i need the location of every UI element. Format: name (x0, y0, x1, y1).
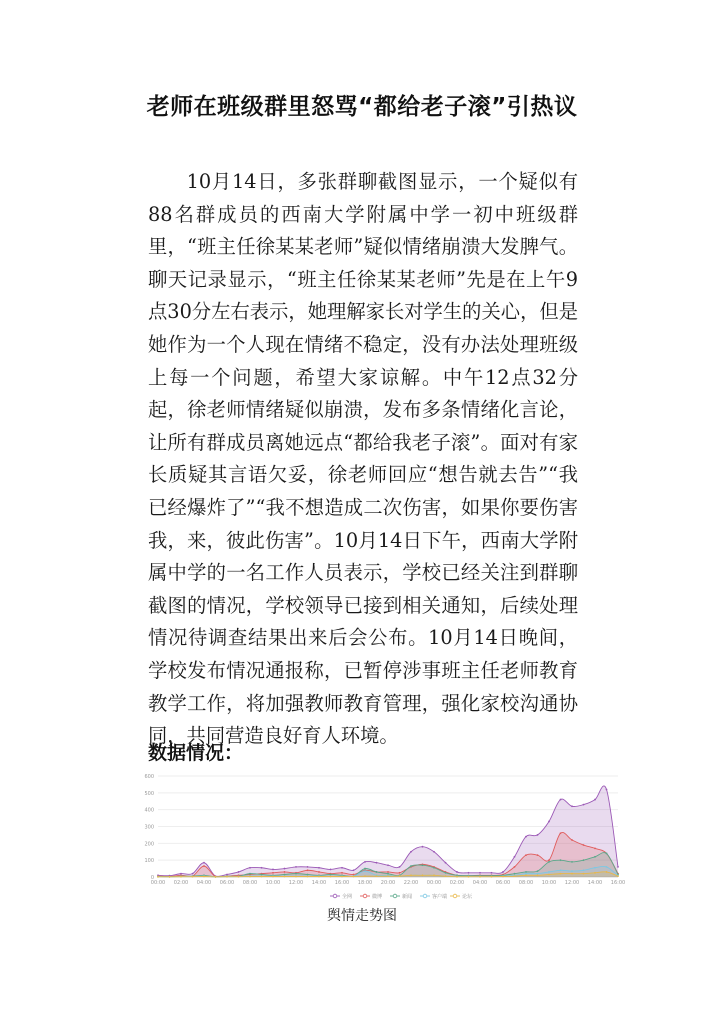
data-point (594, 872, 596, 874)
data-point (502, 871, 504, 873)
data-point (318, 871, 320, 873)
y-tick-label: 200 (144, 841, 154, 848)
y-tick-label: 100 (144, 858, 154, 865)
data-point (284, 868, 286, 870)
data-point (249, 867, 251, 869)
data-point (560, 799, 562, 801)
data-point (261, 867, 263, 869)
data-point (330, 874, 332, 876)
svg-text:微博: 微博 (372, 894, 383, 900)
x-tick-label: 06:00 (219, 880, 235, 886)
legend-item[interactable] (330, 893, 352, 900)
data-point (157, 876, 159, 878)
data-point (387, 864, 389, 866)
data-point (307, 869, 309, 871)
data-point (525, 854, 527, 856)
data-point (606, 853, 608, 855)
data-point (548, 821, 550, 823)
x-tick-label: 02:00 (173, 880, 189, 886)
data-point (203, 865, 205, 867)
data-point (560, 873, 562, 875)
data-point (617, 875, 619, 877)
y-tick-label: 400 (144, 807, 154, 814)
y-tick-label: 500 (144, 790, 154, 797)
data-point (192, 873, 194, 875)
sentiment-trend-chart (140, 768, 630, 908)
data-point (364, 861, 366, 863)
data-point (617, 866, 619, 868)
data-point (433, 851, 435, 853)
data-point (341, 867, 343, 869)
data-point (410, 874, 412, 876)
data-point (376, 871, 378, 873)
legend-item[interactable] (420, 893, 447, 900)
x-tick-label: 00:00 (150, 880, 166, 886)
data-point (514, 875, 516, 877)
data-point (353, 874, 355, 876)
data-point (364, 868, 366, 870)
x-tick-label: 18:00 (357, 880, 373, 886)
data-point (502, 876, 504, 878)
data-point (583, 804, 585, 806)
data-point (537, 874, 539, 876)
data-point (514, 856, 516, 858)
data-point (606, 871, 608, 873)
y-tick-label: 600 (144, 774, 154, 780)
y-tick-label: 0 (150, 875, 154, 881)
data-point (456, 871, 458, 873)
data-point (364, 870, 366, 872)
article-body: 10月14日，多张群聊截图显示，一个疑似有88名群成员的西南大学附属中学一初中班级群里，“班主任徐某某老师”疑似情绪崩溃大发脾气。聊天记录显示，“班主任徐某某老师”先是在上午9点30分左右表示，她理解家长对学生的关心，但是她作为一个人现在情绪不稳定，没有办法处理班级上每一个问题，希望大家谅解。中午12点32分起，徐老师情绪疑似崩溃，发布多条情绪化言论，让所有群成员离她远点“都给我老子滚”。面对有家长质疑其言语欠妥，徐老师回应“想告就去告”“我已经爆炸了”“我不想造成二次伤害，如果你要伤害我，来，彼此伤害”。10月14日下午，西南大学附属中学的一名工作人员表示，学校已经关注到群聊截图的情况，学校领导已接到相关通知，后续处理情况待调查结果出来后会公布。10月14日晚间，学校发布情况通报称，已暂停涉事班主任老师教育教学工作，将加强教师教育管理，强化家校沟通协同，共同营造良好育人环境。 (148, 170, 578, 748)
data-point (399, 875, 401, 877)
data-point (525, 871, 527, 873)
data-point (318, 876, 320, 878)
data-point (445, 862, 447, 864)
data-point (295, 866, 297, 868)
data-point (284, 876, 286, 878)
x-tick-label: 00:00 (426, 880, 442, 886)
data-point (249, 876, 251, 878)
data-point (594, 799, 596, 801)
data-point (307, 866, 309, 868)
data-point (571, 873, 573, 875)
data-point (537, 870, 539, 872)
data-point (571, 839, 573, 841)
data-point (410, 865, 412, 867)
data-point (594, 847, 596, 849)
data-point (491, 876, 493, 878)
data-point (169, 876, 171, 878)
data-section-heading: 数据情况： (148, 742, 244, 764)
data-point (422, 874, 424, 876)
data-point (203, 876, 205, 878)
data-point (525, 836, 527, 838)
svg-text:客户端: 客户端 (432, 894, 448, 900)
data-point (468, 872, 470, 874)
data-point (272, 872, 274, 874)
data-point (548, 861, 550, 863)
data-point (272, 869, 274, 871)
x-tick-label: 02:00 (449, 880, 465, 886)
data-point (226, 876, 228, 878)
data-point (479, 872, 481, 874)
data-point (180, 876, 182, 878)
data-point (479, 876, 481, 878)
data-point (445, 872, 447, 874)
x-tick-label: 08:00 (518, 880, 534, 886)
data-point (353, 876, 355, 878)
data-point (583, 869, 585, 871)
data-point (594, 867, 596, 869)
data-point (399, 872, 401, 874)
x-tick-label: 10:00 (541, 880, 557, 886)
x-tick-label: 10:00 (265, 880, 281, 886)
data-point (399, 866, 401, 868)
data-point (571, 861, 573, 863)
x-tick-label: 12:00 (288, 880, 304, 886)
data-point (364, 875, 366, 877)
data-point (387, 873, 389, 875)
x-tick-label: 14:00 (587, 880, 603, 886)
data-point (606, 789, 608, 791)
svg-text:新闻: 新闻 (402, 894, 413, 900)
x-tick-label: 16:00 (610, 880, 626, 886)
legend-item[interactable] (360, 893, 382, 900)
data-point (318, 867, 320, 869)
data-point (180, 873, 182, 875)
data-point (445, 875, 447, 877)
legend-item[interactable] (390, 893, 412, 900)
data-point (548, 874, 550, 876)
data-point (192, 876, 194, 878)
data-point (422, 864, 424, 866)
y-tick-label: 300 (144, 824, 154, 831)
data-point (261, 874, 263, 876)
data-point (387, 875, 389, 877)
data-point (307, 876, 309, 878)
data-point (560, 832, 562, 834)
chart-canvas (140, 768, 630, 908)
data-point (548, 859, 550, 861)
data-point (341, 872, 343, 874)
data-point (203, 862, 205, 864)
data-point (560, 859, 562, 861)
data-point (525, 873, 527, 875)
data-point (456, 876, 458, 878)
x-tick-label: 04:00 (472, 880, 488, 886)
data-point (249, 873, 251, 875)
x-tick-label: 16:00 (334, 880, 350, 886)
article-title: 老师在班级群里怒骂“都给老子滚”引热议 (146, 94, 578, 120)
x-tick-label: 12:00 (564, 880, 580, 886)
data-point (295, 876, 297, 878)
data-point (376, 875, 378, 877)
data-point (583, 873, 585, 875)
data-point (560, 869, 562, 871)
x-tick-label: 04:00 (196, 880, 212, 886)
data-point (433, 874, 435, 876)
data-point (433, 867, 435, 869)
x-tick-label: 22:00 (403, 880, 419, 886)
data-point (594, 856, 596, 858)
data-point (468, 876, 470, 878)
data-point (330, 869, 332, 871)
data-point (330, 876, 332, 878)
data-point (295, 873, 297, 875)
data-point (284, 874, 286, 876)
data-point (525, 874, 527, 876)
data-point (238, 876, 240, 878)
data-point (571, 870, 573, 872)
data-point (583, 844, 585, 846)
data-point (537, 834, 539, 836)
data-point (215, 876, 217, 878)
data-point (284, 871, 286, 873)
data-point (261, 876, 263, 878)
svg-text:全网: 全网 (342, 894, 353, 900)
data-point (376, 862, 378, 864)
data-point (537, 854, 539, 856)
data-point (307, 874, 309, 876)
data-point (341, 876, 343, 878)
data-point (272, 876, 274, 878)
data-point (238, 871, 240, 873)
data-point (514, 866, 516, 868)
data-point (583, 859, 585, 861)
data-point (410, 851, 412, 853)
data-point (537, 873, 539, 875)
data-point (606, 866, 608, 868)
data-point (571, 805, 573, 807)
data-point (514, 873, 516, 875)
x-tick-label: 06:00 (495, 880, 511, 886)
data-point (422, 846, 424, 848)
x-tick-label: 14:00 (311, 880, 327, 886)
data-point (548, 871, 550, 873)
data-point (387, 871, 389, 873)
x-tick-label: 20:00 (380, 880, 396, 886)
x-tick-label: 08:00 (242, 880, 258, 886)
legend-item[interactable] (450, 893, 473, 900)
chart-caption: 舆情走势图 (327, 908, 397, 924)
data-point (226, 874, 228, 876)
data-point (491, 872, 493, 874)
data-point (353, 869, 355, 871)
svg-text:论坛: 论坛 (462, 894, 473, 900)
